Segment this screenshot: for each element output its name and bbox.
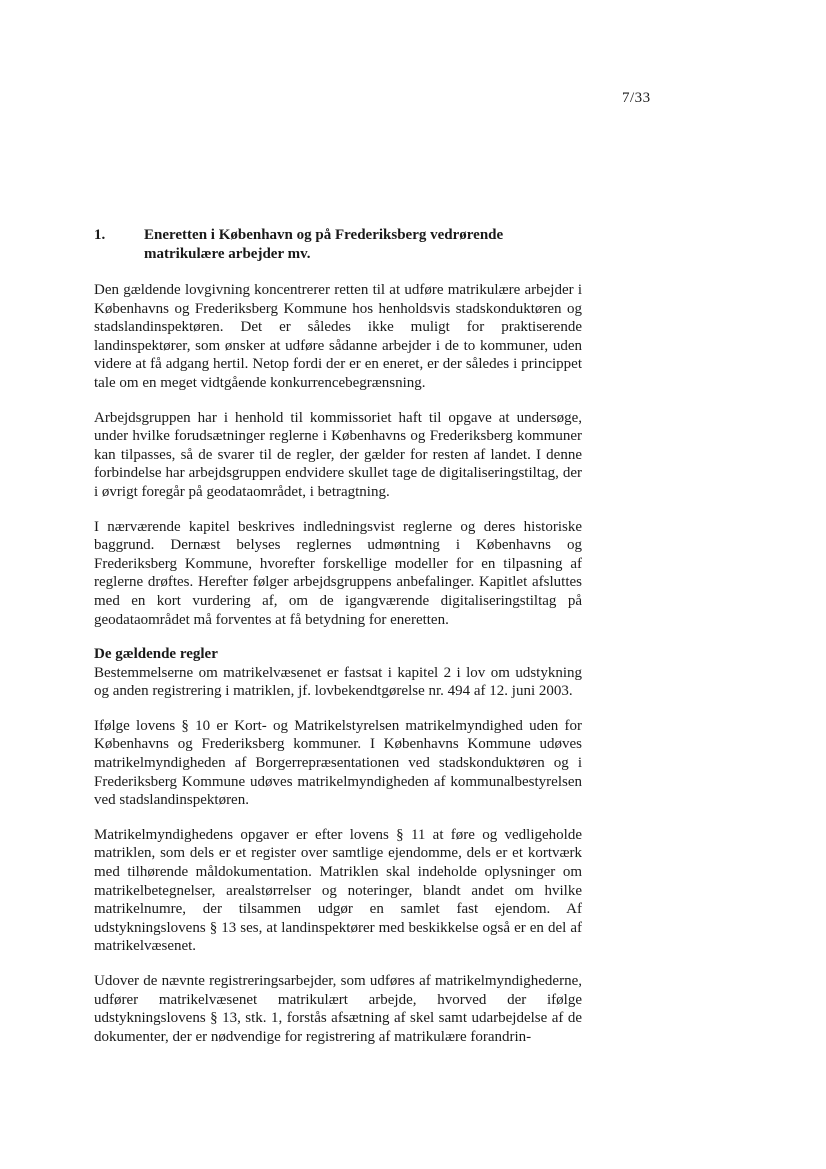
- subsection-paragraph-2: Ifølge lovens § 10 er Kort- og Matrikelstyrelsen matrikelmyndighed uden for Københavns og Frederiksberg kommuner. I Københavns Kommune udøves matrikelmyndigheden af Borgerrepræsentationen ved stadskonduktøren og i Frederiksberg Kommune udøves matrikelmyndigheden af kommunalbestyrelsen ved stadslandinspektøren.: [94, 717, 582, 809]
- paragraph-1: Den gældende lovgivning koncentrerer retten til at udføre matrikulære arbejder i Københavns og Frederiksberg Kommune hos henholdsvis stadskonduktøren og stadslandinspektøren. Det er således ikke muligt for praktiserende landinspektører, som ønsker at udføre sådanne arbejder i de to kommuner, uden videre at få adgang hertil. Netop fordi der er en eneret, er der således i princippet tale om en meget vidtgående konkurrencebegrænsning.: [94, 282, 582, 391]
- document-body: [94, 226, 582, 1062]
- paragraph-2: Arbejdsgruppen har i henhold til kommissoriet haft til opgave at undersøge, under hvilke forudsætninger reglerne i Københavns og Frederiksberg kommuner kan tilpasses, så de svarer til de regler, der gælder for resten af landet. I denne forbindelse har arbejdsgruppen endvidere skullet tage de digitaliseringstiltag, der i øvrigt foregår på geodataområdet, i betragtning.: [94, 409, 582, 500]
- subsection-heading: De gældende regler: [94, 646, 218, 663]
- subsection-paragraph-4: Udover de nævnte registreringsarbejder, som udføres af matrikelmyndighederne, udfører matrikelvæsenet matrikulært arbejde, hvorved der ifølge udstykningslovens § 13, stk. 1, forstås afsætning af skel samt udarbejdelse af de dokumenter, der er nødvendige for registrering af matrikulære forandrin-: [94, 973, 582, 1045]
- subsection-paragraph-1: Bestemmelserne om matrikelvæsenet er fastsat i kapitel 2 i lov om udstykning og anden registrering i matriklen, jf. lovbekendtgørelse nr. 494 af 12. juni 2003.: [94, 664, 582, 700]
- section-title: Eneretten i København og på Frederiksberg vedrørende matrikulære arbejder mv.: [144, 227, 504, 262]
- page-number: 7/33: [622, 90, 651, 106]
- subsection-paragraph-3: Matrikelmyndighedens opgaver er efter lovens § 11 at føre og vedligeholde matriklen, som dels er et register over samtlige ejendomme, dels er et kortværk med tilhørende måldokumentation. Matriklen skal indeholde oplysninger om matrikelbetegnelser, arealstørrelser og noteringer, blandt andet om hvilke matrikelnumre, der tilsammen udgør en samlet fast ejendom. Af udstykningslovens § 13 ses, at landinspektører med beskikkelse også er en del af matrikelvæsenet.: [94, 826, 582, 955]
- paragraph-3: I nærværende kapitel beskrives indledningsvist reglerne og deres historiske baggrund. Dernæst belyses reglernes udmøntning i Københavns og Frederiksberg Kommune, hvorefter forskellige modeller for en tilpasning af reglerne drøftes. Herefter følger arbejdsgruppens anbefalinger. Kapitlet afsluttes med en kort vurdering af, om de igangværende digitaliseringstiltag på geodataområdet må forventes at få betydning for eneretten.: [94, 518, 582, 628]
- section-number: 1.: [94, 227, 106, 243]
- section-heading: [94, 226, 582, 264]
